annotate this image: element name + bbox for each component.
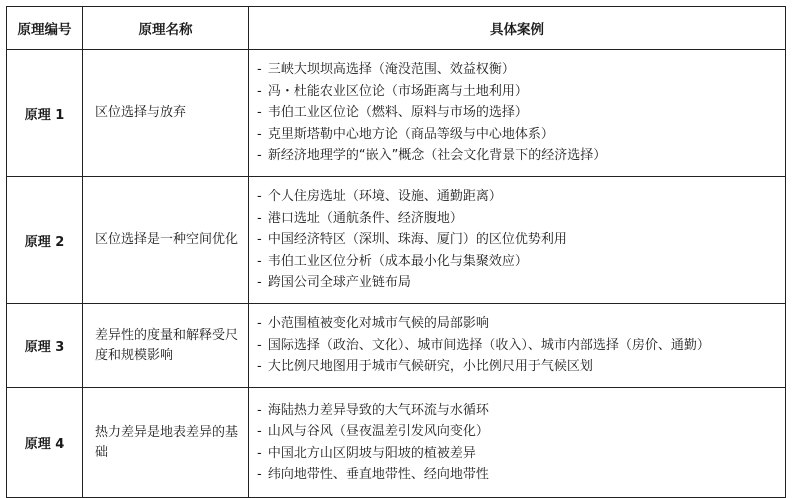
principle-id: 原理 1 — [7, 50, 83, 177]
case-item: - 中国经济特区（深圳、珠海、厦门）的区位优势利用 — [257, 229, 781, 251]
case-item: - 韦伯工业区位论（燃料、原料与市场的选择） — [257, 102, 781, 124]
case-item: - 小范围植被变化对城市气候的局部影响 — [257, 313, 781, 335]
case-item: - 港口选址（通航条件、经济腹地） — [257, 208, 781, 230]
principle-name: 区位选择与放弃 — [83, 50, 249, 177]
principles-table — [6, 6, 786, 498]
case-item: - 跨国公司全球产业链布局 — [257, 272, 781, 294]
case-item: - 大比例尺地图用于城市气候研究，小比例尺用于气候区划 — [257, 356, 781, 378]
case-list — [257, 400, 781, 486]
principle-id: 原理 3 — [7, 304, 83, 388]
case-list — [257, 59, 781, 167]
table-row — [7, 304, 786, 388]
principle-id: 原理 2 — [7, 177, 83, 304]
table-header-row — [7, 7, 786, 50]
case-item: - 海陆热力差异导致的大气环流与水循环 — [257, 400, 781, 422]
case-cell — [249, 177, 786, 304]
case-item: - 冯・杜能农业区位论（市场距离与土地利用） — [257, 81, 781, 103]
table-row — [7, 177, 786, 304]
case-item: - 个人住房选址（环境、设施、通勤距离） — [257, 186, 781, 208]
case-item: - 山风与谷风（昼夜温差引发风向变化） — [257, 421, 781, 443]
case-item: - 韦伯工业区位分析（成本最小化与集聚效应） — [257, 251, 781, 273]
case-cell — [249, 304, 786, 388]
case-list — [257, 313, 781, 378]
case-item: - 国际选择（政治、文化）、城市间选择（收入）、城市内部选择（房价、通勤） — [257, 335, 781, 357]
case-item: - 新经济地理学的“嵌入”概念（社会文化背景下的经济选择） — [257, 145, 781, 167]
case-cell — [249, 50, 786, 177]
table-row — [7, 50, 786, 177]
case-item: - 克里斯塔勒中心地方论（商品等级与中心地体系） — [257, 124, 781, 146]
principles-table-container — [6, 6, 786, 498]
case-item: - 中国北方山区阴坡与阳坡的植被差异 — [257, 443, 781, 465]
header-cases: 具体案例 — [249, 7, 786, 50]
case-item: - 纬向地带性、垂直地带性、经向地带性 — [257, 464, 781, 486]
principle-name: 热力差异是地表差异的基础 — [83, 388, 249, 498]
header-principle-name: 原理名称 — [83, 7, 249, 50]
header-principle-id: 原理编号 — [7, 7, 83, 50]
principle-name: 差异性的度量和解释受尺度和规模影响 — [83, 304, 249, 388]
principle-id: 原理 4 — [7, 388, 83, 498]
case-cell — [249, 388, 786, 498]
table-row — [7, 388, 786, 498]
case-list — [257, 186, 781, 294]
principle-name: 区位选择是一种空间优化 — [83, 177, 249, 304]
case-item: - 三峡大坝坝高选择（淹没范围、效益权衡） — [257, 59, 781, 81]
